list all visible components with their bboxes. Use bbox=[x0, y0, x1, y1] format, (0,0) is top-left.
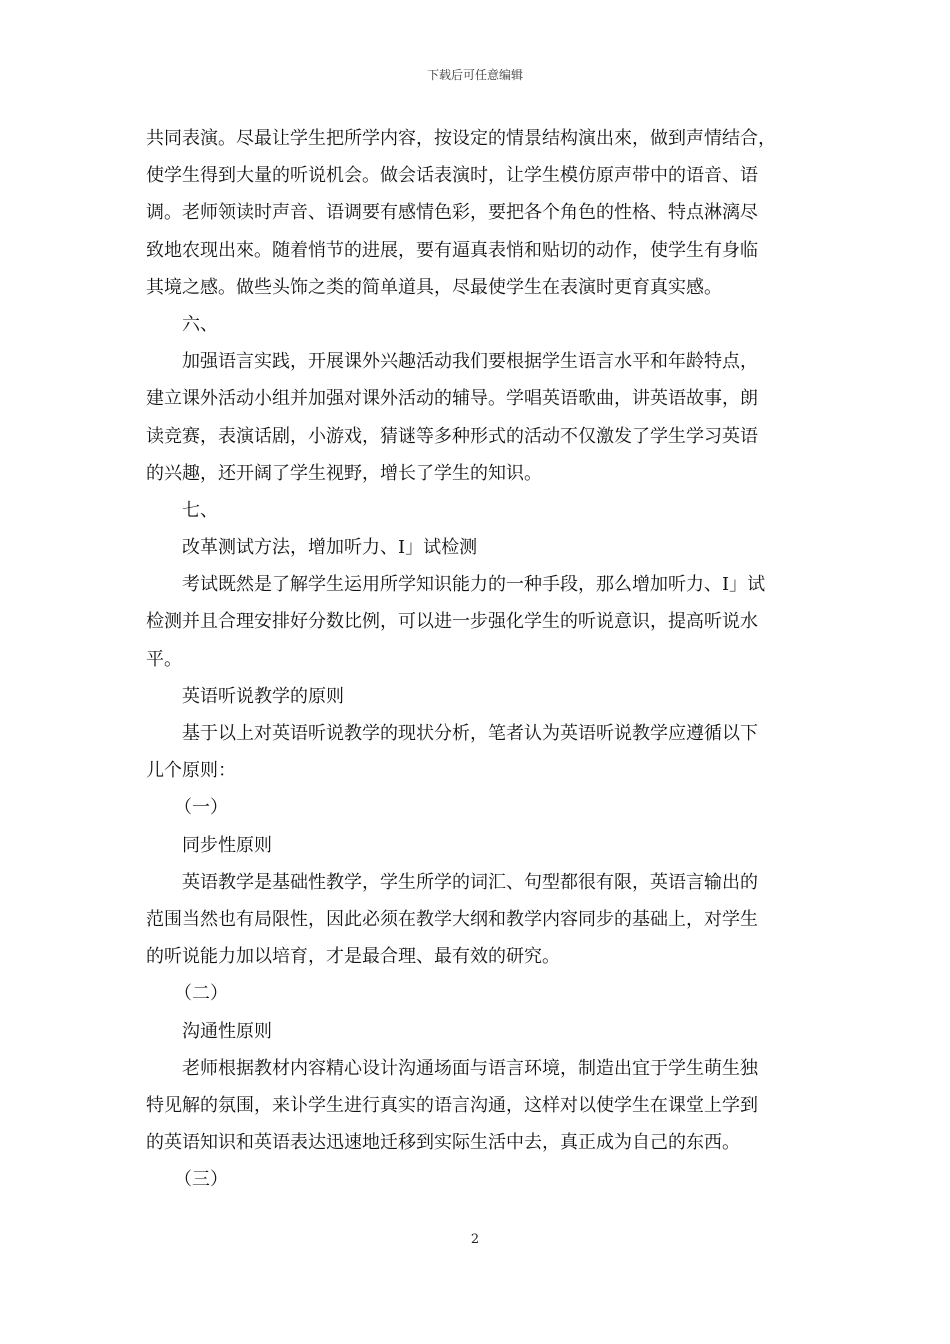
text-line: 的英语知识和英语表达迅速地迁移到实际生活中去，真正成为自己的东西。 bbox=[146, 1132, 740, 1154]
text-line: 改革测试方法，增加听力、I」试检测 bbox=[182, 537, 478, 559]
text-line: （三） bbox=[174, 1169, 228, 1191]
document-body bbox=[146, 120, 808, 1198]
page-header: 下载后可任意编辑 bbox=[426, 68, 523, 82]
text-line: 加强语言实践，开展课外兴趣活动我们要根据学生语言水平和年龄特点， bbox=[182, 351, 758, 373]
text-line: 英语教学是基础性教学，学生所学的词汇、句型都很有限，英语言输出的 bbox=[182, 871, 758, 893]
text-line: 平。 bbox=[146, 648, 182, 670]
text-line: （一） bbox=[174, 797, 228, 819]
text-line: 建立课外活动小组并加强对课外活动的辅导。学唱英语歌曲，讲英语故事，朗 bbox=[146, 388, 758, 410]
text-line: 老师根据教材内容精心设计沟通场面与语言环境，制造出宜于学生萌生独 bbox=[182, 1057, 758, 1079]
text-line: 特见解的氛围，来讣学生进行真实的语言沟通，这样对以使学生在课堂上学到 bbox=[146, 1094, 758, 1116]
text-line: 英语听说教学的原则 bbox=[182, 685, 344, 707]
text-line: 其境之感。做些头饰之类的简单道具，尽最使学生在表演时更育真实感。 bbox=[146, 276, 722, 298]
text-line: 儿个原则： bbox=[146, 760, 236, 782]
text-line: 同步性原则 bbox=[182, 834, 272, 856]
text-line: 调。老师领读时声音、语调要有感情色彩，要把各个角色的性格、特点淋漓尽 bbox=[146, 202, 758, 224]
text-line: 基于以上对英语听说教学的现状分析，笔者认为英语听说教学应遵循以下 bbox=[182, 723, 758, 744]
text-line: 的听说能力加以培育，才是最合理、最有效的研究。 bbox=[146, 946, 560, 968]
text-line: 沟通性原则 bbox=[182, 1020, 272, 1042]
text-line: 的兴趣，还开阔了学生视野，增长了学生的知识。 bbox=[146, 462, 542, 484]
text-line: 范围当然也有局限性，因此必须在教学大纲和教学内容同步的基础上，对学生 bbox=[146, 908, 758, 930]
page-number: 2 bbox=[470, 1232, 480, 1247]
text-line: 共同表演。尽最让学生把所学内容，按设定的情景结构演出來，做到声情结合， bbox=[146, 128, 776, 149]
text-line: 七、 bbox=[182, 499, 218, 521]
text-line: 检测并且合理安排好分数比例，可以进一步强化学生的听说意识，提高听说水 bbox=[146, 611, 758, 633]
text-line: 考试既然是了解学生运用所学知识能力的一种手段，那么增加听力、I」试 bbox=[182, 574, 766, 596]
text-line: 读竞赛，表演话剧，小游戏，猜谜等多种形式的活动不仅激发了学生学习英语 bbox=[146, 425, 758, 447]
text-line: 六、 bbox=[182, 313, 218, 335]
text-line: （二） bbox=[174, 983, 228, 1005]
text-line: 使学生得到大量的听说机会。做会话表演时，让学生模仿原声带中的语音、语 bbox=[146, 165, 758, 187]
text-line: 致地农现出來。随着悄节的进展，要有逼真表悄和贴切的动作，使学生有身临 bbox=[146, 239, 758, 261]
